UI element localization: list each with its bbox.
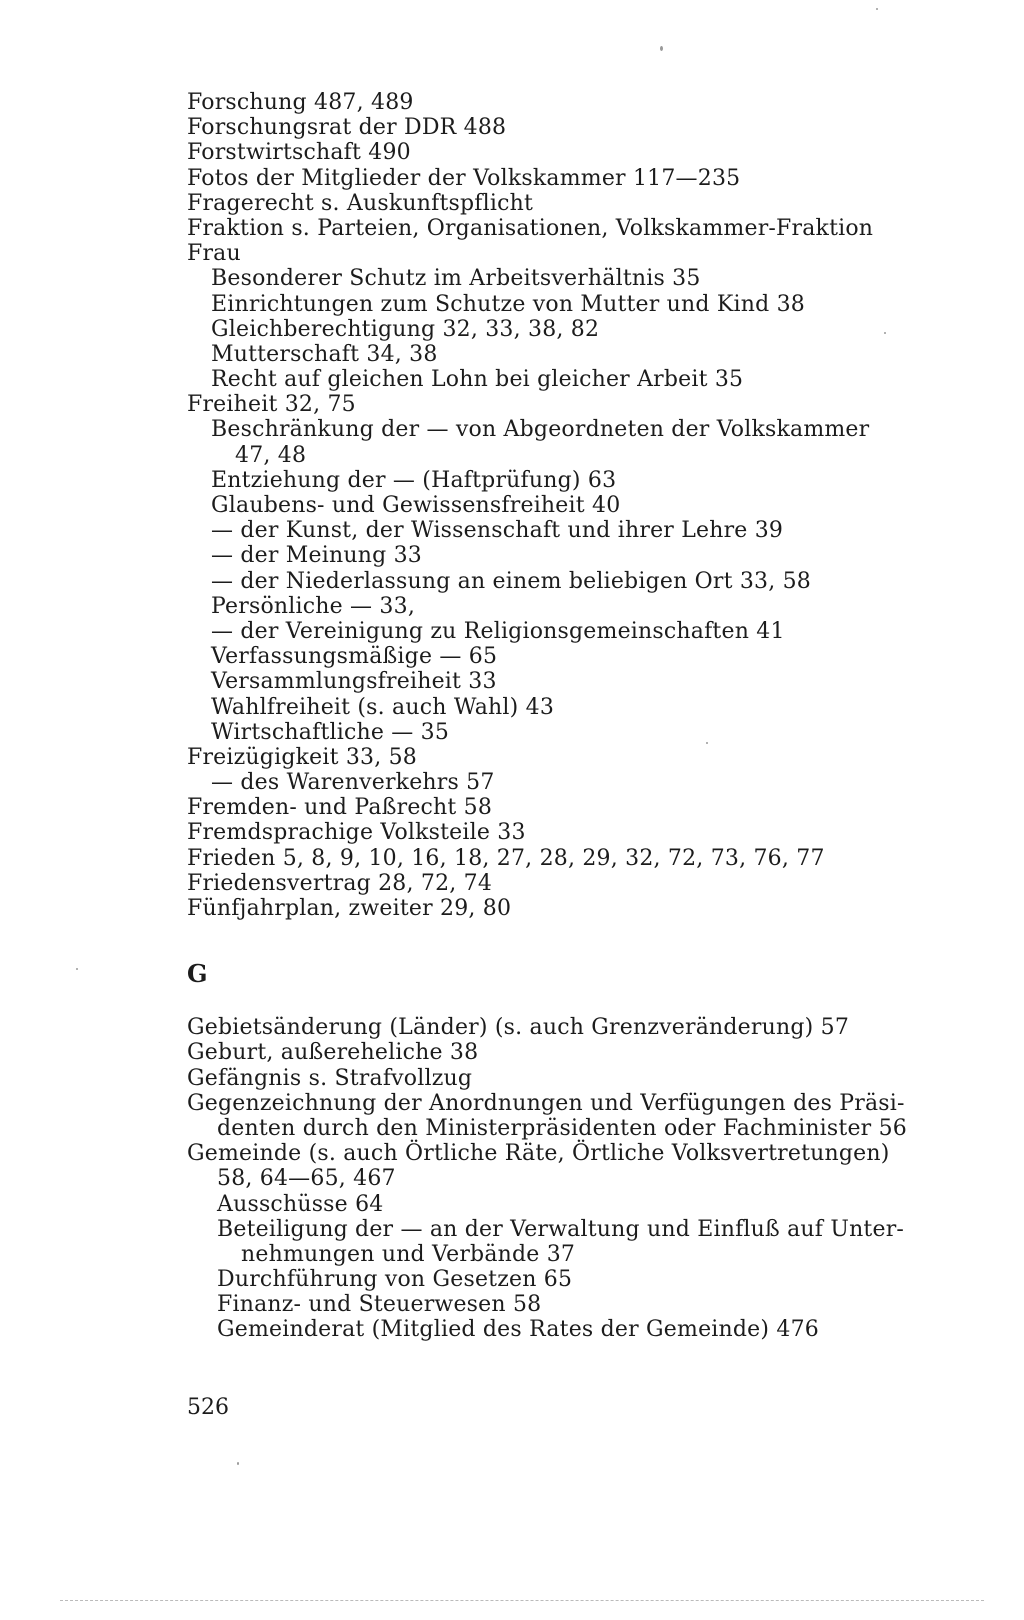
index-subentry: Glaubens- und Gewissensfreiheit 40 — [211, 493, 621, 518]
index-entry: Frau — [187, 241, 241, 267]
print-speck — [660, 46, 663, 51]
section-gap — [187, 989, 947, 1015]
index-subentry: Einrichtungen zum Schutze von Mutter und Kind 38 — [211, 291, 806, 317]
index-entry: Gebietsänderung (Länder) (s. auch Grenzveränderung) 57 — [187, 1015, 850, 1041]
print-speck — [237, 1462, 239, 1465]
index-entry: Gemeinde (s. auch Örtliche Räte, Örtliche Volksvertretungen) — [187, 1141, 890, 1167]
index-entry: Fremden- und Paßrecht 58 — [187, 795, 493, 821]
index-subentry: Gemeinderat (Mitglied des Rates der Gemeinde) 476 — [217, 1317, 819, 1343]
print-speck — [876, 8, 878, 10]
index-subentry: Verfassungsmäßige — 65 — [211, 644, 498, 670]
section-heading: G — [187, 959, 208, 989]
index-subentry: Mutterschaft 34, 38 — [211, 341, 438, 367]
index-continuation: 47, 48 — [235, 442, 307, 468]
index-entry: Fraktion s. Parteien, Organisationen, Volkskammer-Fraktion — [187, 215, 874, 241]
index-entry: Frieden 5, 8, 9, 10, 16, 18, 27, 28, 29, 32, 72, 73, 76, 77 — [187, 845, 825, 871]
index-subentry: Beschränkung der — von Abgeordneten der Volkskammer — [211, 417, 870, 443]
print-speck — [706, 742, 708, 744]
page-edge-line — [60, 1600, 984, 1602]
index-block — [187, 90, 947, 1343]
index-subentry: Beteiligung der — an der Verwaltung und Einfluß auf Unter- — [217, 1216, 905, 1242]
section-gap — [187, 921, 947, 959]
index-entry: Fremdsprachige Volksteile 33 — [187, 820, 526, 846]
index-subentry: — der Niederlassung an einem beliebigen Ort 33, 58 — [211, 568, 811, 594]
index-continuation: 58, 64—65, 467 — [217, 1166, 396, 1192]
page-number: 526 — [187, 1395, 229, 1420]
index-subentry: Besonderer Schutz im Arbeitsverhältnis 35 — [211, 266, 701, 292]
index-subentry: — des Warenverkehrs 57 — [211, 770, 495, 796]
index-entry: Geburt, außereheliche 38 — [187, 1040, 479, 1066]
index-entry: Gefängnis s. Strafvollzug — [187, 1065, 473, 1091]
index-entry: Friedensvertrag 28, 72, 74 — [187, 870, 493, 896]
index-subentry: — der Meinung 33 — [211, 543, 422, 569]
index-subentry: Versammlungsfreiheit 33 — [211, 669, 497, 695]
index-entry: Freizügigkeit 33, 58 — [187, 744, 417, 770]
index-entry: Fünfjahrplan, zweiter 29, 80 — [187, 896, 512, 921]
index-subentry: Finanz- und Steuerwesen 58 — [217, 1292, 542, 1318]
index-subentry: Ausschüsse 64 — [217, 1191, 384, 1217]
index-subentry: Recht auf gleichen Lohn bei gleicher Arbeit 35 — [211, 367, 744, 393]
index-entry: Forschungsrat der DDR 488 — [187, 115, 507, 141]
index-entry: Forstwirtschaft 490 — [187, 140, 411, 166]
index-subentry: — der Vereinigung zu Religionsgemeinschaften 41 — [211, 618, 785, 644]
index-subentry: Wirtschaftliche — 35 — [211, 719, 450, 745]
index-continuation: denten durch den Ministerpräsidenten oder Fachminister 56 — [217, 1115, 907, 1141]
print-speck — [884, 332, 886, 334]
index-subentry: Persönliche — 33, — [211, 593, 416, 619]
index-subentry: Entziehung der — (Haftprüfung) 63 — [211, 467, 617, 493]
index-entry: Freiheit 32, 75 — [187, 392, 356, 418]
index-subentry: Gleichberechtigung 32, 33, 38, 82 — [211, 316, 600, 342]
index-entry: Fotos der Mitglieder der Volkskammer 117—235 — [187, 165, 741, 191]
index-entry: Fragerecht s. Auskunftspflicht — [187, 190, 534, 216]
index-subentry: — der Kunst, der Wissenschaft und ihrer Lehre 39 — [211, 518, 784, 544]
index-continuation: nehmungen und Verbände 37 — [241, 1241, 576, 1267]
index-subentry: Durchführung von Gesetzen 65 — [217, 1267, 573, 1293]
print-speck — [76, 968, 78, 970]
index-entry: Gegenzeichnung der Anordnungen und Verfügungen des Präsi- — [187, 1090, 905, 1116]
index-subentry: Wahlfreiheit (s. auch Wahl) 43 — [211, 694, 555, 720]
index-entry: Forschung 487, 489 — [187, 90, 414, 115]
